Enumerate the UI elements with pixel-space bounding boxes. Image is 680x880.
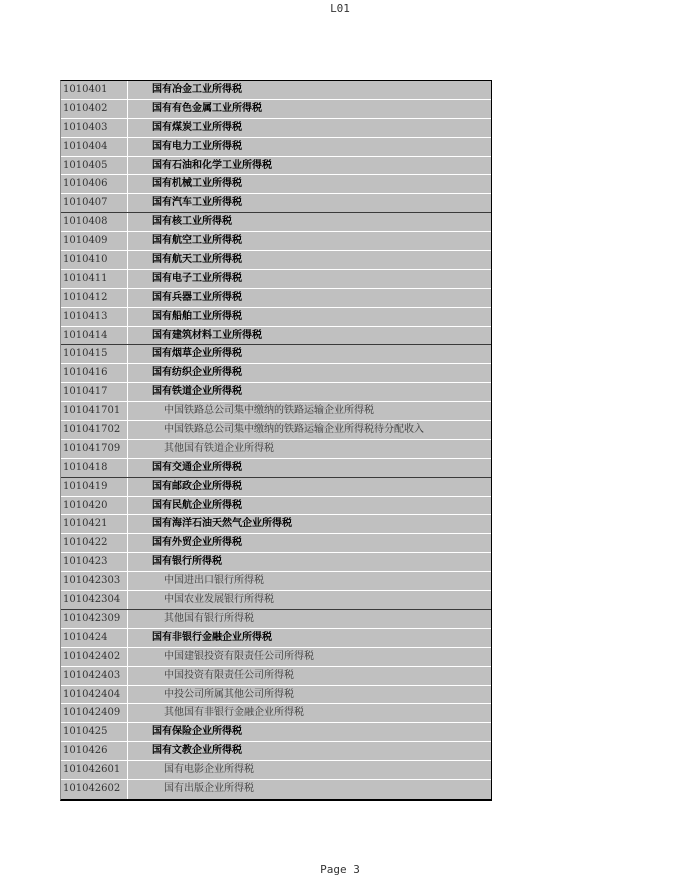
row-name: 国有铁道企业所得税 [152,386,242,398]
row-code: 101042602 [61,780,128,799]
table-row [61,723,491,742]
row-name: 中国铁路总公司集中缴纳的铁路运输企业所得税待分配收入 [164,424,424,436]
table-row [61,119,491,138]
row-code: 1010418 [61,459,128,477]
row-name: 其他国有银行所得税 [164,612,254,624]
table-row [61,629,491,648]
row-name: 国有建筑材料工业所得税 [152,329,262,341]
table-row [61,648,491,667]
row-name: 国有航天工业所得税 [152,254,242,266]
row-code: 1010410 [61,251,128,269]
row-name: 国有兵器工业所得税 [152,291,242,303]
row-code: 1010407 [61,194,128,212]
row-code: 1010423 [61,553,128,571]
page-number: Page 3 [320,863,360,876]
row-name: 其他国有非银行金融企业所得税 [164,707,304,719]
table-row [61,251,491,270]
row-code: 1010406 [61,175,128,193]
row-name: 中国投资有限责任公司所得税 [164,669,294,681]
row-code: 1010425 [61,723,128,741]
row-name: 国有邮政企业所得税 [152,480,242,492]
row-code: 1010409 [61,232,128,250]
row-code: 1010414 [61,327,128,345]
row-code: 101042309 [61,610,128,628]
table-row [61,421,491,440]
row-name: 国有电力工业所得税 [152,140,242,152]
table-row [61,780,491,799]
row-code: 1010422 [61,534,128,552]
row-name: 国有电影企业所得税 [164,764,254,776]
row-code: 1010419 [61,478,128,496]
row-name: 中国进出口银行所得税 [164,575,264,587]
row-name: 国有煤炭工业所得税 [152,121,242,133]
row-code: 1010404 [61,138,128,156]
page-header: L01 [330,2,350,15]
row-code: 101042404 [61,686,128,704]
row-code: 101041702 [61,421,128,439]
table-row [61,308,491,327]
table-row [61,704,491,723]
row-name: 国有出版企业所得税 [164,782,254,794]
row-name: 国有机械工业所得税 [152,178,242,190]
row-name: 其他国有铁道企业所得税 [164,442,274,454]
row-code: 101042601 [61,761,128,779]
row-code: 1010408 [61,213,128,231]
row-name: 中国铁路总公司集中缴纳的铁路运输企业所得税 [164,405,374,417]
table-row [61,667,491,686]
table-row [61,610,491,629]
table-row [61,138,491,157]
row-name: 中国农业发展银行所得税 [164,594,274,606]
row-name: 国有冶金工业所得税 [152,84,242,95]
row-code: 1010403 [61,119,128,137]
table-row [61,515,491,534]
table-row [61,497,491,516]
row-code: 1010411 [61,270,128,288]
table-row [61,534,491,553]
row-code: 1010417 [61,383,128,401]
row-code: 1010415 [61,345,128,363]
row-name: 国有非银行金融企业所得税 [152,631,272,643]
row-name: 国有航空工业所得税 [152,235,242,247]
table-row [61,364,491,383]
table-row [61,402,491,421]
table-row [61,81,491,100]
row-name: 国有纺织企业所得税 [152,367,242,379]
table-row [61,100,491,119]
row-code: 101042304 [61,591,128,609]
row-code: 101041709 [61,440,128,458]
row-name: 国有烟草企业所得税 [152,348,242,360]
row-name: 国有外贸企业所得税 [152,537,242,549]
row-code: 101042403 [61,667,128,685]
table-row [61,327,491,346]
row-name: 国有汽车工业所得税 [152,197,242,209]
row-name: 国有船舶工业所得税 [152,310,242,322]
row-code: 1010426 [61,742,128,760]
table-row [61,213,491,232]
table-row [61,459,491,478]
row-code: 101041701 [61,402,128,420]
row-name: 国有交通企业所得税 [152,461,242,473]
table-row [61,345,491,364]
row-name: 国有石油和化学工业所得税 [152,159,272,171]
row-code: 1010420 [61,497,128,515]
row-name: 国有核工业所得税 [152,216,232,228]
row-name: 国有银行所得税 [152,556,222,568]
row-code: 101042409 [61,704,128,722]
row-code: 1010405 [61,157,128,175]
row-code: 1010413 [61,308,128,326]
row-name: 国有海洋石油天然气企业所得税 [152,518,292,530]
row-name: 国有文教企业所得税 [152,745,242,757]
row-name: 中投公司所属其他公司所得税 [164,688,294,700]
row-code: 101042303 [61,572,128,590]
table-row [61,232,491,251]
row-code: 1010401 [61,81,128,99]
row-code: 1010412 [61,289,128,307]
table-row [61,553,491,572]
row-code: 1010416 [61,364,128,382]
table-row [61,478,491,497]
table-row [61,194,491,213]
row-code: 1010424 [61,629,128,647]
table-row [61,761,491,780]
row-name: 国有民航企业所得税 [152,499,242,511]
table-row [61,383,491,402]
row-code: 1010421 [61,515,128,533]
table-row [61,572,491,591]
row-name: 国有有色金属工业所得税 [152,102,262,114]
table-row [61,289,491,308]
row-name: 中国建银投资有限责任公司所得税 [164,650,314,662]
table-row [61,157,491,176]
row-name: 国有保险企业所得税 [152,726,242,738]
row-name: 国有电子工业所得税 [152,272,242,284]
table-row [61,175,491,194]
row-code: 1010402 [61,100,128,118]
table-row [61,686,491,705]
table-row [61,591,491,610]
revenue-code-table [60,80,492,801]
table-row [61,440,491,459]
table-row [61,270,491,289]
table-row [61,742,491,761]
row-code: 101042402 [61,648,128,666]
